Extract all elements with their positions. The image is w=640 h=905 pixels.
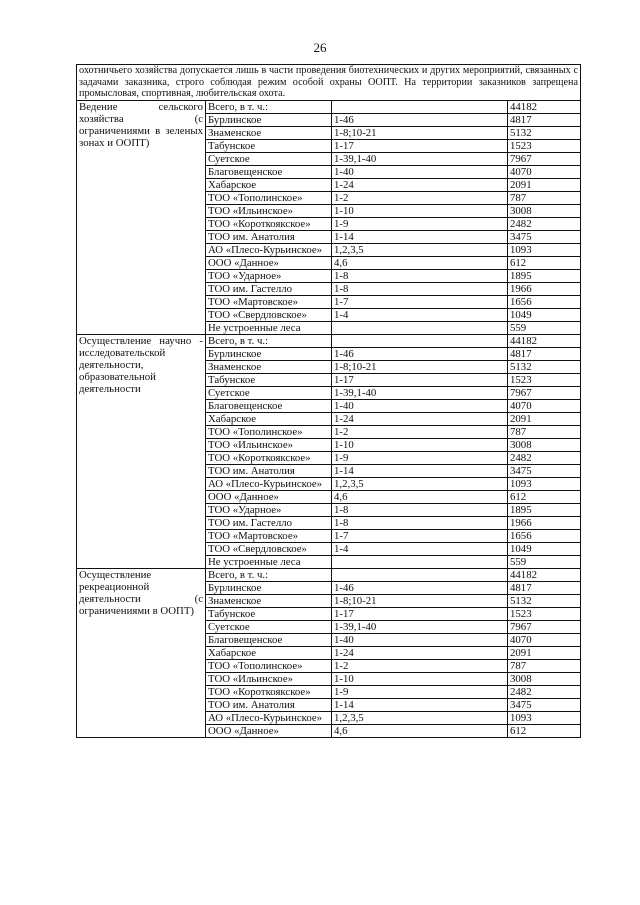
area-cell: 559 (508, 321, 581, 334)
forestry-name-cell: ТОО им. Анатолия (206, 230, 332, 243)
area-cell: 3008 (508, 438, 581, 451)
area-cell: 1093 (508, 711, 581, 724)
table-row (77, 100, 581, 113)
quarter-numbers-cell: 1-14 (332, 230, 508, 243)
quarter-numbers-cell: 1-7 (332, 529, 508, 542)
quarter-numbers-cell: 1-8;10-21 (332, 126, 508, 139)
quarter-numbers-cell: 1,2,3,5 (332, 243, 508, 256)
forestry-name-cell: ТОО «Свердловское» (206, 308, 332, 321)
area-cell: 7967 (508, 620, 581, 633)
forestry-name-cell: Не устроенные леса (206, 321, 332, 334)
area-cell: 1656 (508, 295, 581, 308)
forestry-name-cell: АО «Плесо-Курьинское» (206, 711, 332, 724)
quarter-numbers-cell: 1-40 (332, 399, 508, 412)
forestry-name-cell: ТОО «Ильинское» (206, 672, 332, 685)
quarter-numbers-cell: 1,2,3,5 (332, 477, 508, 490)
area-cell: 3008 (508, 672, 581, 685)
area-cell: 1656 (508, 529, 581, 542)
area-cell: 1093 (508, 243, 581, 256)
area-cell: 5132 (508, 594, 581, 607)
quarter-numbers-cell: 1-2 (332, 659, 508, 672)
area-cell: 44182 (508, 568, 581, 581)
area-cell: 44182 (508, 334, 581, 347)
area-cell: 2482 (508, 217, 581, 230)
page-number: 26 (313, 40, 327, 55)
quarter-numbers-cell (332, 568, 508, 581)
forestry-name-cell: Благовещенское (206, 633, 332, 646)
area-cell: 2091 (508, 646, 581, 659)
area-cell: 1895 (508, 269, 581, 282)
intro-row (77, 65, 581, 101)
forestry-name-cell: ТОО «Тополинское» (206, 659, 332, 672)
quarter-numbers-cell: 1-46 (332, 347, 508, 360)
area-cell: 1895 (508, 503, 581, 516)
quarter-numbers-cell: 1-39,1-40 (332, 620, 508, 633)
area-cell: 7967 (508, 152, 581, 165)
quarter-numbers-cell: 4,6 (332, 256, 508, 269)
area-cell: 1966 (508, 282, 581, 295)
area-cell: 1523 (508, 373, 581, 386)
quarter-numbers-cell: 1-39,1-40 (332, 152, 508, 165)
forestry-name-cell: Бурлинское (206, 581, 332, 594)
forestry-name-cell: Хабарское (206, 178, 332, 191)
forestry-name-cell: АО «Плесо-Курьинское» (206, 477, 332, 490)
forestry-name-cell: ТОО им. Гастелло (206, 282, 332, 295)
quarter-numbers-cell: 1-40 (332, 633, 508, 646)
forestry-name-cell: ТОО «Ильинское» (206, 438, 332, 451)
quarter-numbers-cell: 1-10 (332, 438, 508, 451)
forestry-name-cell: Всего, в т. ч.: (206, 568, 332, 581)
forestry-name-cell: Благовещенское (206, 165, 332, 178)
quarter-numbers-cell (332, 555, 508, 568)
area-cell: 3475 (508, 464, 581, 477)
area-cell: 2482 (508, 451, 581, 464)
forestry-name-cell: Бурлинское (206, 113, 332, 126)
area-cell: 4817 (508, 113, 581, 126)
forest-use-table (76, 64, 581, 738)
forestry-name-cell: АО «Плесо-Курьинское» (206, 243, 332, 256)
quarter-numbers-cell: 1-10 (332, 204, 508, 217)
quarter-numbers-cell: 4,6 (332, 490, 508, 503)
quarter-numbers-cell: 1-8 (332, 282, 508, 295)
quarter-numbers-cell: 1-46 (332, 113, 508, 126)
quarter-numbers-cell: 1-8;10-21 (332, 594, 508, 607)
quarter-numbers-cell: 1-40 (332, 165, 508, 178)
forestry-name-cell: ТОО «Короткоякское» (206, 451, 332, 464)
area-cell: 1523 (508, 607, 581, 620)
area-cell: 3475 (508, 698, 581, 711)
area-cell: 44182 (508, 100, 581, 113)
area-cell: 787 (508, 191, 581, 204)
quarter-numbers-cell: 1-46 (332, 581, 508, 594)
forestry-name-cell: Суетское (206, 620, 332, 633)
forestry-name-cell: Хабарское (206, 646, 332, 659)
quarter-numbers-cell: 1-4 (332, 542, 508, 555)
table-row (77, 568, 581, 581)
quarter-numbers-cell: 1-14 (332, 698, 508, 711)
forestry-name-cell: ТОО «Короткоякское» (206, 685, 332, 698)
area-cell: 787 (508, 659, 581, 672)
area-cell: 559 (508, 555, 581, 568)
forestry-name-cell: Суетское (206, 152, 332, 165)
intro-text: охотничьего хозяйства допускается лишь в части проведения биотехнических и других мероприятий, связанных с задачами заказника, строго соблюдая режим особой охраны ООПТ. На территории заказников запрещена промысловая, спортивная, любительская охота. (77, 65, 581, 101)
forestry-name-cell: ТОО «Тополинское» (206, 425, 332, 438)
forestry-name-cell: Знаменское (206, 594, 332, 607)
quarter-numbers-cell: 1-9 (332, 217, 508, 230)
forestry-name-cell: ООО «Данное» (206, 724, 332, 737)
quarter-numbers-cell: 1-14 (332, 464, 508, 477)
forestry-name-cell: Табунское (206, 607, 332, 620)
forestry-name-cell: ТОО «Тополинское» (206, 191, 332, 204)
area-cell: 7967 (508, 386, 581, 399)
quarter-numbers-cell: 1-8 (332, 516, 508, 529)
area-cell: 787 (508, 425, 581, 438)
quarter-numbers-cell: 1-8 (332, 269, 508, 282)
area-cell: 1523 (508, 139, 581, 152)
forestry-name-cell: ТОО им. Анатолия (206, 698, 332, 711)
area-cell: 612 (508, 724, 581, 737)
forestry-name-cell: Суетское (206, 386, 332, 399)
forestry-name-cell: Бурлинское (206, 347, 332, 360)
forestry-name-cell: Благовещенское (206, 399, 332, 412)
forestry-name-cell: ТОО «Ударное» (206, 503, 332, 516)
quarter-numbers-cell: 1-17 (332, 373, 508, 386)
area-cell: 1093 (508, 477, 581, 490)
quarter-numbers-cell: 1-4 (332, 308, 508, 321)
area-cell: 4817 (508, 581, 581, 594)
area-cell: 3008 (508, 204, 581, 217)
quarter-numbers-cell: 1-7 (332, 295, 508, 308)
quarter-numbers-cell: 1-9 (332, 685, 508, 698)
quarter-numbers-cell: 1,2,3,5 (332, 711, 508, 724)
area-cell: 3475 (508, 230, 581, 243)
forestry-name-cell: ООО «Данное» (206, 256, 332, 269)
area-cell: 5132 (508, 360, 581, 373)
quarter-numbers-cell: 1-24 (332, 646, 508, 659)
forestry-name-cell: ТОО «Свердловское» (206, 542, 332, 555)
quarter-numbers-cell: 1-17 (332, 139, 508, 152)
quarter-numbers-cell: 1-8;10-21 (332, 360, 508, 373)
area-cell: 5132 (508, 126, 581, 139)
area-cell: 1049 (508, 542, 581, 555)
area-cell: 612 (508, 256, 581, 269)
forestry-name-cell: ТОО «Мартовское» (206, 295, 332, 308)
quarter-numbers-cell: 1-2 (332, 191, 508, 204)
quarter-numbers-cell: 1-39,1-40 (332, 386, 508, 399)
activity-type-cell: Ведение сельского хозяйства (с ограничениями в зеленых зонах и ООПТ) (77, 100, 206, 334)
forestry-name-cell: ТОО «Ударное» (206, 269, 332, 282)
forestry-name-cell: Не устроенные леса (206, 555, 332, 568)
forestry-name-cell: Знаменское (206, 360, 332, 373)
activity-type-cell: Осуществление рекреационной деятельности (с ограничениями в ООПТ) (77, 568, 206, 737)
area-cell: 4070 (508, 165, 581, 178)
area-cell: 4817 (508, 347, 581, 360)
area-cell: 4070 (508, 633, 581, 646)
forestry-name-cell: Знаменское (206, 126, 332, 139)
quarter-numbers-cell: 1-8 (332, 503, 508, 516)
quarter-numbers-cell (332, 334, 508, 347)
area-cell: 2482 (508, 685, 581, 698)
area-cell: 1049 (508, 308, 581, 321)
area-cell: 612 (508, 490, 581, 503)
area-cell: 4070 (508, 399, 581, 412)
forestry-name-cell: ТОО «Короткоякское» (206, 217, 332, 230)
forestry-name-cell: Всего, в т. ч.: (206, 100, 332, 113)
activity-type-cell: Осуществление научно - исследовательской деятельности, образовательной деятельности (77, 334, 206, 568)
quarter-numbers-cell: 1-24 (332, 178, 508, 191)
quarter-numbers-cell: 1-10 (332, 672, 508, 685)
area-cell: 2091 (508, 412, 581, 425)
table-row (77, 334, 581, 347)
forestry-name-cell: ТОО им. Анатолия (206, 464, 332, 477)
forestry-name-cell: ТОО «Мартовское» (206, 529, 332, 542)
forestry-name-cell: ООО «Данное» (206, 490, 332, 503)
area-cell: 2091 (508, 178, 581, 191)
forestry-name-cell: Табунское (206, 373, 332, 386)
quarter-numbers-cell (332, 100, 508, 113)
forestry-name-cell: Табунское (206, 139, 332, 152)
quarter-numbers-cell: 1-9 (332, 451, 508, 464)
quarter-numbers-cell: 1-24 (332, 412, 508, 425)
quarter-numbers-cell: 1-17 (332, 607, 508, 620)
forestry-name-cell: ТОО им. Гастелло (206, 516, 332, 529)
quarter-numbers-cell (332, 321, 508, 334)
quarter-numbers-cell: 1-2 (332, 425, 508, 438)
forestry-name-cell: Хабарское (206, 412, 332, 425)
forestry-name-cell: ТОО «Ильинское» (206, 204, 332, 217)
area-cell: 1966 (508, 516, 581, 529)
forestry-name-cell: Всего, в т. ч.: (206, 334, 332, 347)
quarter-numbers-cell: 4,6 (332, 724, 508, 737)
